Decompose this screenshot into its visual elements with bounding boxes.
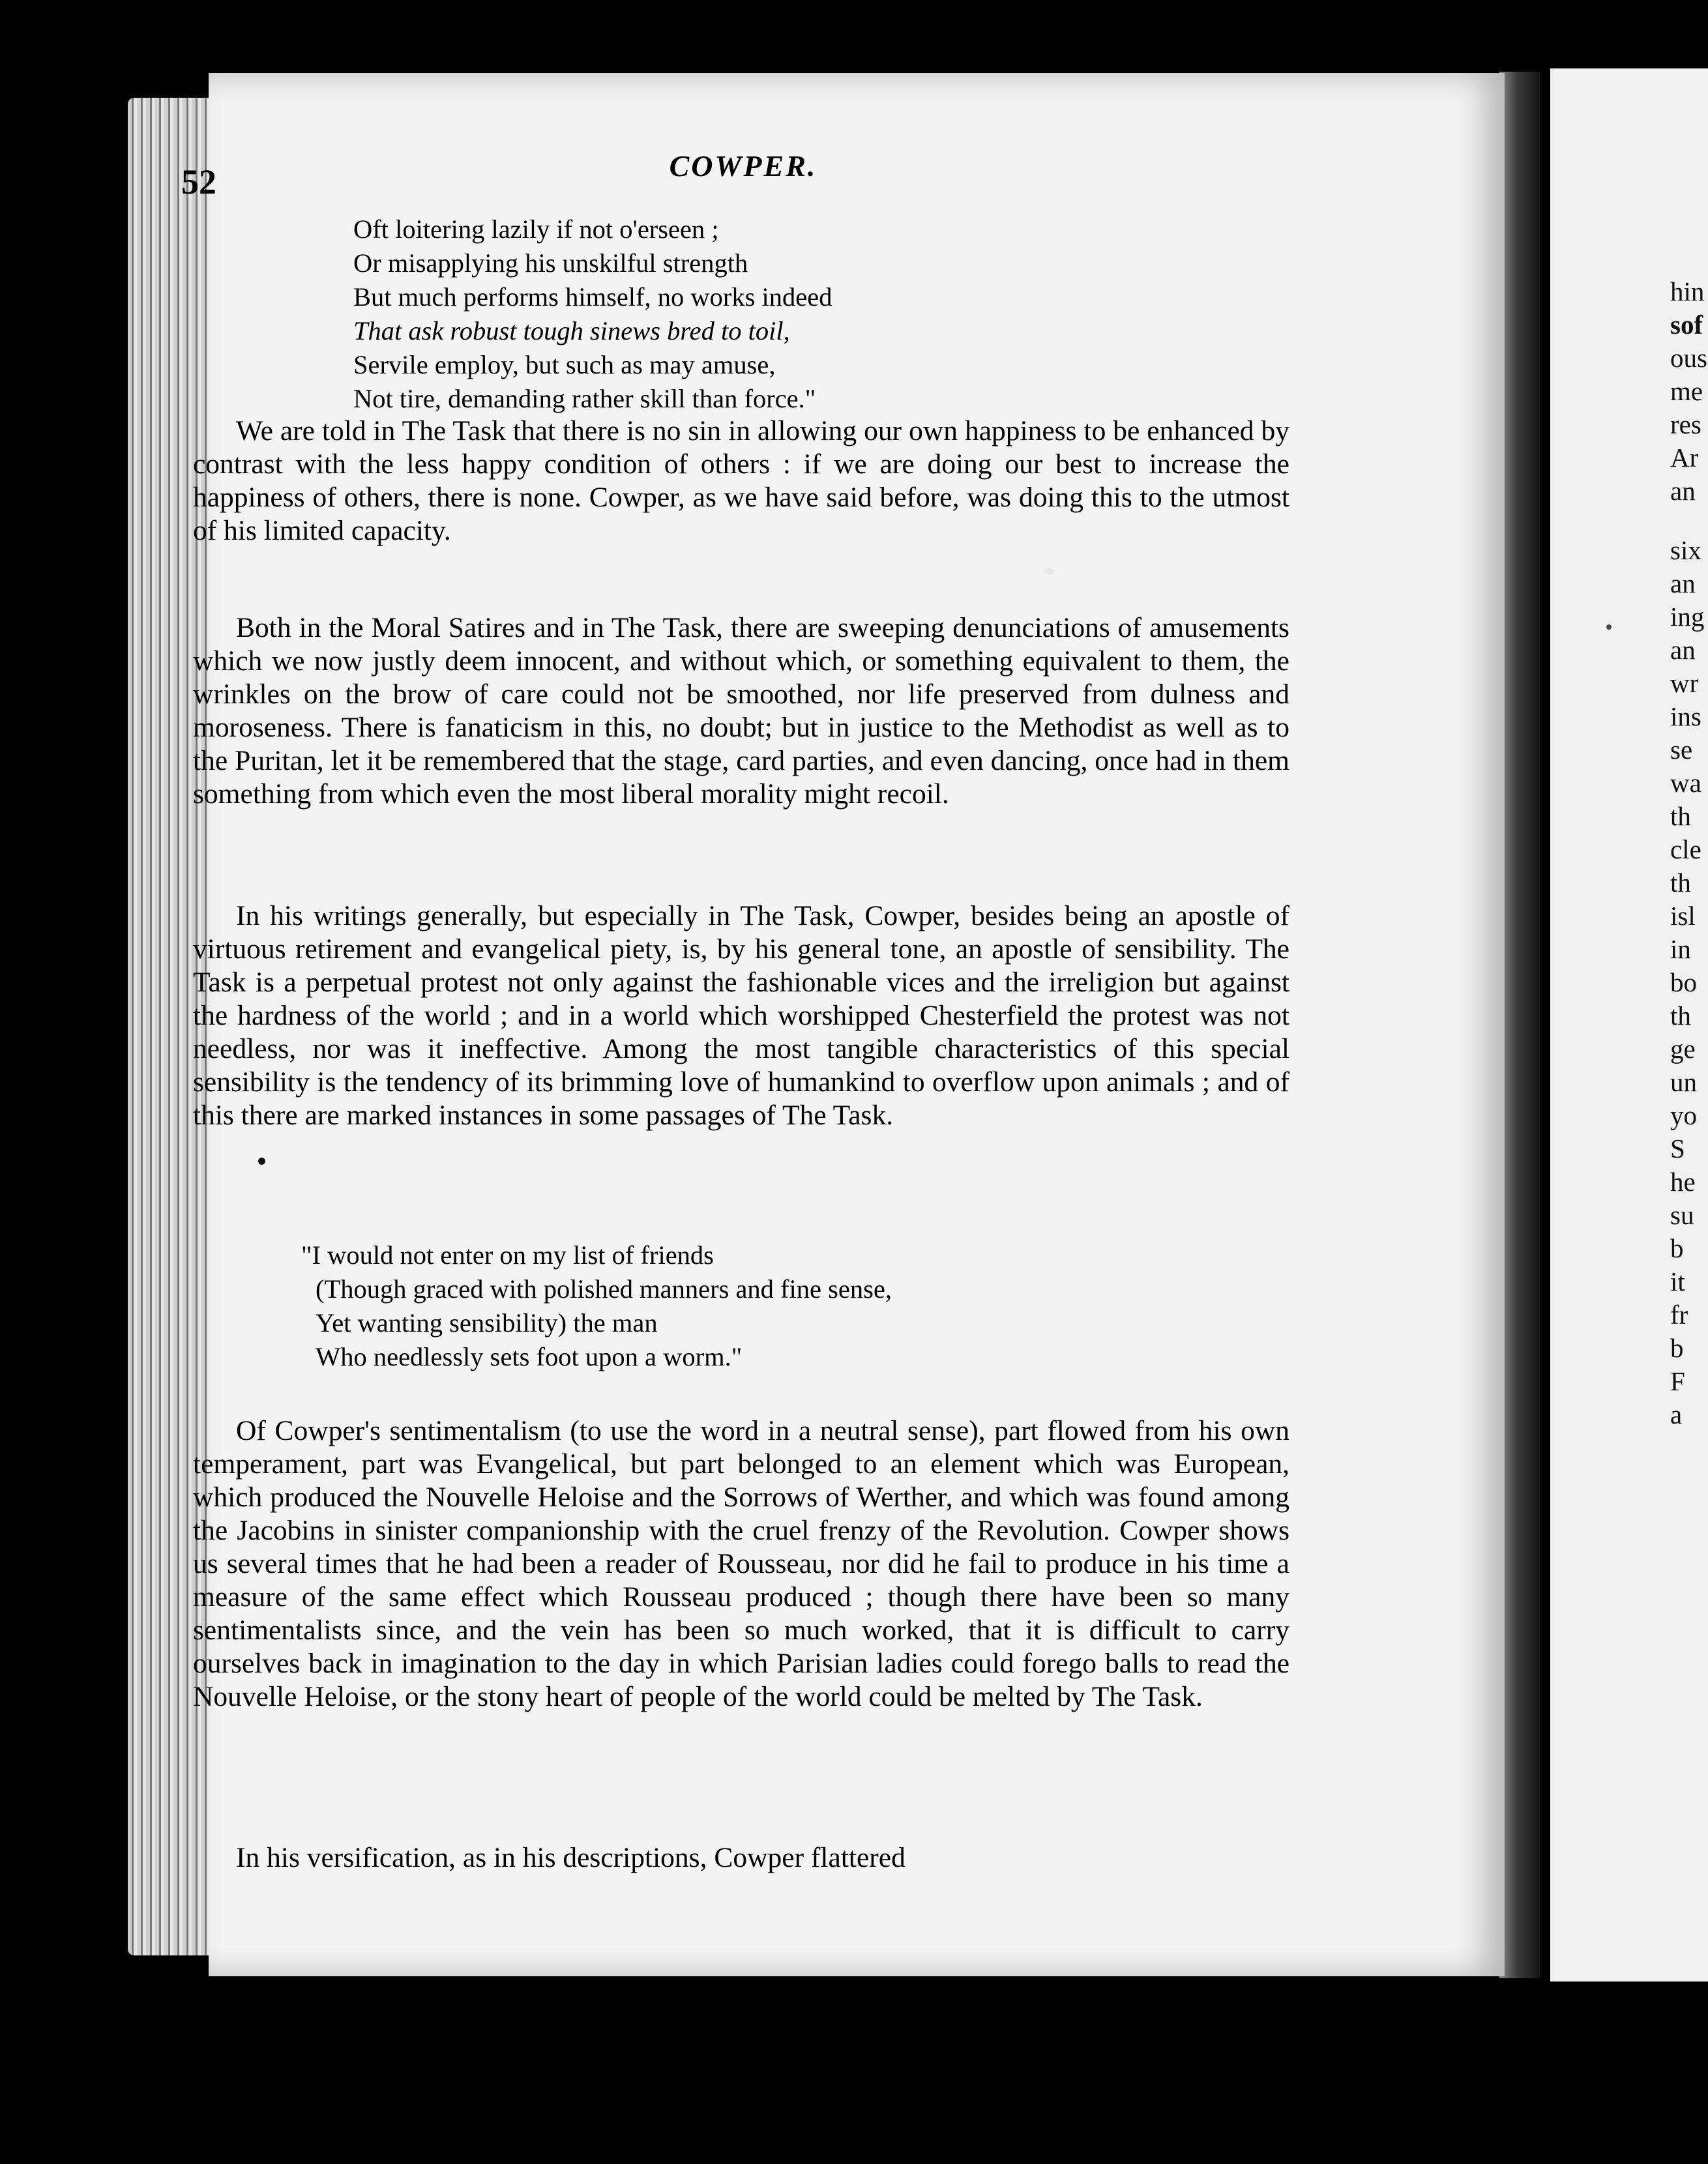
facing-page-fragment: cle [1670, 834, 1701, 864]
facing-page-fragment: hin [1670, 276, 1705, 306]
paragraph [193, 1414, 1289, 1714]
facing-page-fragment: in [1670, 934, 1691, 964]
verse-line: Yet wanting sensibility) the man [316, 1308, 658, 1338]
verse-line: Or misapplying his unskilful strength [353, 248, 748, 278]
facing-page-fragment: wa [1670, 768, 1701, 798]
facing-page-fragment: isl [1670, 901, 1696, 931]
book-gutter [1499, 72, 1540, 1978]
verse-line: (Though graced with polished manners and fine sense, [316, 1274, 892, 1304]
scan-dot [1606, 624, 1612, 630]
paragraph-text: In his versification, as in his descriptions, Cowper flattered [236, 1842, 906, 1873]
paragraph-text: Both in the Moral Satires and in The Task, there are sweeping denunciations of amusements which we now justly deem innocent, and without which, or something equivalent to them, the wrinkles on the brow of care could not be smoothed, nor life preserved from dulness and moroseness. There is fanaticism in this, no doubt; but in justice to the Methodist as well as to the Puritan, let it be remembered that the stage, card parties, and even dancing, once had in them something from which even the most liberal morality might recoil. [193, 612, 1289, 810]
facing-page-fragment: six [1670, 535, 1701, 565]
scan-speck [1043, 568, 1055, 575]
verse-line: Servile employ, but such as may amuse, [353, 350, 776, 379]
verse-line: Who needlessly sets foot upon a worm." [316, 1342, 743, 1371]
verse-line: "I would not enter on my list of friends [301, 1240, 714, 1270]
facing-page-fragment: an [1670, 568, 1696, 598]
paragraph-text: Of Cowper's sentimentalism (to use the word in a neutral sense), part flowed from his own temperament, part was Evangelical, but part belonged to an element which was European, which produced the Nouvelle Heloise and the Sorrows of Werther, and which was found among the Jacobins in sinister companionship with the cruel frenzy of the Revolution. Cowper shows us several times that he had been a reader of Rousseau, nor did he fail to produce in his time a measure of the same effect which Rousseau produced ; though there have been so many sentimentalists since, and the vein has been so much worked, that it is difficult to carry ourselves back in imagination to the day in which Parisian ladies could forego balls to read the Nouvelle Heloise, or the stony heart of people of the world could be melted by The Task. [193, 1415, 1289, 1712]
facing-page-fragment: res [1670, 409, 1701, 439]
scan-dot [258, 1158, 265, 1165]
paragraph [193, 415, 1289, 548]
running-head: COWPER. [669, 149, 817, 183]
facing-page-fragment: ing [1670, 602, 1705, 632]
verse-quotation-top [353, 212, 832, 416]
facing-page-fragment: su [1670, 1200, 1694, 1230]
facing-page-fragment: th [1670, 1001, 1691, 1031]
facing-page-fragment: ins [1670, 701, 1701, 731]
paragraph [193, 611, 1289, 811]
facing-page-fragment: S [1670, 1133, 1685, 1163]
facing-page-fragment: fr [1670, 1300, 1688, 1330]
facing-page-fragment: me [1670, 376, 1703, 406]
facing-page-fragment: Ar [1670, 443, 1699, 473]
facing-page-fragment: ge [1670, 1034, 1696, 1064]
facing-page-fragment: b [1670, 1333, 1684, 1363]
facing-page-fragment: he [1670, 1167, 1696, 1197]
facing-page-fragment: th [1670, 868, 1691, 898]
facing-page-fragment: it [1670, 1266, 1685, 1296]
facing-page-fragment: an [1670, 476, 1696, 506]
facing-page-fragment: un [1670, 1067, 1697, 1097]
paragraph [193, 1841, 1289, 1875]
verse-quotation-worm [301, 1238, 892, 1374]
verse-line: That ask robust tough sinews bred to toil, [353, 316, 790, 345]
facing-page-fragment: th [1670, 801, 1691, 831]
paragraph-text: We are told in The Task that there is no sin in allowing our own happiness to be enhanced by contrast with the less happy condition of others : if we are doing our best to increase the happiness of others, there is none. Cowper, as we have said before, was doing this to the utmost of his limited capacity. [193, 415, 1289, 546]
facing-page-fragment: wr [1670, 668, 1699, 698]
facing-page-fragment: se [1670, 735, 1693, 765]
verse-line: Oft loitering lazily if not o'erseen ; [353, 214, 719, 244]
facing-page-fragment: bo [1670, 967, 1697, 997]
facing-page-fragment: yo [1670, 1100, 1697, 1130]
verse-line: But much performs himself, no works indeed [353, 282, 832, 312]
facing-page-fragment: ous [1670, 343, 1707, 373]
facing-page-fragment: an [1670, 635, 1696, 665]
facing-page-fragment: sof [1670, 310, 1703, 340]
verse-line: Not tire, demanding rather skill than force." [353, 384, 816, 413]
paragraph-text: In his writings generally, but especially in The Task, Cowper, besides being an apostle of virtuous retirement and evangelical piety, is, by his general tone, an apostle of sensibility. The Task is a perpetual protest not only against the fashionable vices and the irreligion but against the hardness of the world ; and in a world which worshipped Chesterfield the protest was not needless, nor was it ineffective. Among the most tangible characteristics of this special sensibility is the tendency of its brimming love of humankind to overflow upon animals ; and of this there are marked instances in some passages of The Task. [193, 900, 1289, 1131]
facing-page-fragment: F [1670, 1366, 1685, 1396]
facing-page-fragment: b [1670, 1233, 1684, 1263]
paragraph [193, 899, 1289, 1132]
facing-page-fragment: a [1670, 1399, 1683, 1429]
page-number: 52 [181, 162, 216, 201]
